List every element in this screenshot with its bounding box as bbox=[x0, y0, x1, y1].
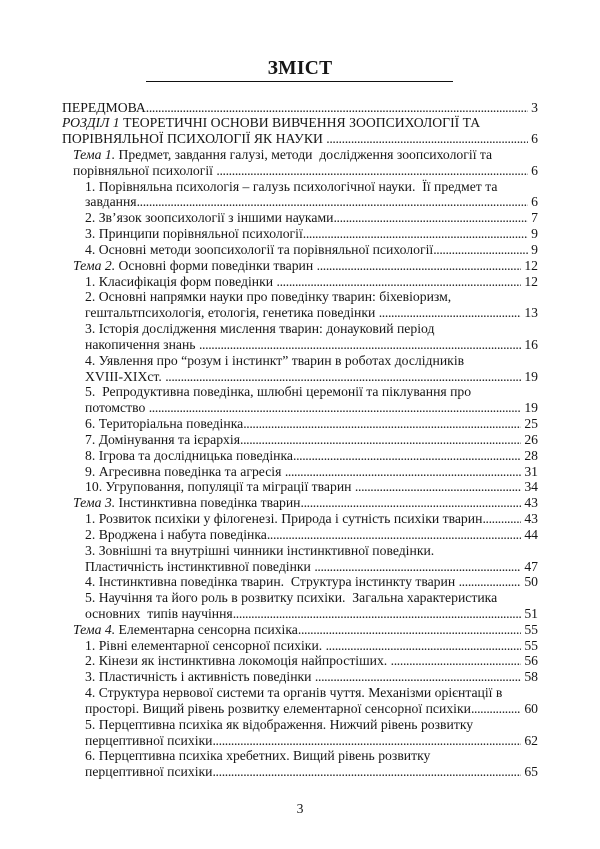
entry-text: 4. Уявлення про “розум і інстинкт” тварин в роботах дослідників bbox=[85, 352, 465, 368]
entry-text: Пластичність інстинктивної поведінки bbox=[85, 558, 315, 574]
toc-entry bbox=[62, 100, 538, 116]
entry-text: 2. Кінези як інстинктивна локомоція найпростіших. bbox=[85, 653, 391, 669]
entry-label bbox=[85, 638, 326, 654]
toc-line bbox=[85, 194, 538, 210]
toc-line bbox=[73, 147, 538, 163]
toc-entry bbox=[62, 685, 538, 717]
page-ref: 43 bbox=[524, 511, 538, 527]
toc-entry-topic bbox=[62, 495, 538, 511]
toc-entry bbox=[62, 448, 538, 464]
toc-line bbox=[85, 384, 538, 400]
dot-leader bbox=[333, 210, 528, 226]
toc-line bbox=[85, 369, 538, 385]
entry-text: 6. Територіальна поведінка bbox=[85, 416, 244, 432]
entry-label bbox=[62, 100, 146, 116]
entry-text: ПОРІВНЯЛЬНОЇ ПСИХОЛОГІЇ ЯК НАУКИ bbox=[62, 131, 327, 147]
page-ref: 62 bbox=[524, 732, 538, 748]
entry-label bbox=[62, 131, 326, 147]
page-ref: 9 bbox=[531, 226, 538, 242]
toc-line bbox=[85, 559, 538, 575]
entry-text: просторі. Вищий рівень розвитку елементарної сенсорної психіки bbox=[85, 700, 471, 716]
toc-line bbox=[85, 527, 538, 543]
dot-leader bbox=[137, 194, 529, 210]
dot-leader bbox=[391, 653, 522, 669]
toc-entry bbox=[62, 511, 538, 527]
entry-label bbox=[85, 210, 333, 226]
entry-text: 2. Зв’язок зоопсихології з іншими науками bbox=[85, 210, 334, 226]
dot-leader bbox=[240, 432, 521, 448]
entry-text: ПЕРЕДМОВА bbox=[62, 99, 146, 115]
entry-text: 4. Структура нервової системи та органів чуття. Механізми орієнтації в bbox=[85, 685, 503, 701]
entry-label bbox=[85, 464, 285, 480]
page-ref: 50 bbox=[524, 574, 538, 590]
toc-line bbox=[85, 733, 538, 749]
entry-label bbox=[85, 337, 199, 353]
entry-text: перцептивної психіки bbox=[85, 732, 213, 748]
entry-prefix: Тема 1. bbox=[73, 146, 116, 162]
page-ref: 12 bbox=[524, 257, 538, 273]
toc-entry bbox=[62, 416, 538, 432]
entry-text: накопичення знань bbox=[85, 336, 199, 352]
dot-leader bbox=[355, 479, 521, 495]
toc-line bbox=[73, 495, 538, 511]
entry-text: гештальтпсихологія, етологія, генетика поведінки bbox=[85, 305, 379, 321]
toc-entry bbox=[62, 432, 538, 448]
toc-line bbox=[85, 653, 538, 669]
entry-prefix: РОЗДІЛ 1 bbox=[62, 115, 120, 131]
entry-text: 5. Перцептивна психіка як відображення. Нижчий рівень розвитку bbox=[85, 716, 474, 732]
entry-text: 5. Репродуктивна поведінка, шлюбні церемонії та піклування про bbox=[85, 384, 472, 400]
entry-text: 1. Класифікація форм поведінки bbox=[85, 273, 277, 289]
dot-leader bbox=[212, 764, 521, 780]
dot-leader bbox=[243, 416, 521, 432]
toc-line bbox=[85, 179, 538, 195]
toc-entry bbox=[62, 353, 538, 385]
dot-leader bbox=[267, 527, 521, 543]
entry-label bbox=[85, 527, 267, 543]
dot-leader bbox=[285, 464, 522, 480]
entry-label bbox=[85, 226, 303, 242]
dot-leader bbox=[298, 622, 521, 638]
toc-line bbox=[85, 416, 538, 432]
entry-label bbox=[85, 305, 379, 321]
toc-line bbox=[85, 511, 538, 527]
toc-entry-topic bbox=[62, 147, 538, 179]
entry-text: 3. Зовнішні та внутрішні чинники інстинктивної поведінки. bbox=[85, 542, 435, 558]
page-ref: 25 bbox=[524, 416, 538, 432]
toc-line bbox=[85, 748, 538, 764]
entry-prefix: Тема 3. bbox=[73, 495, 116, 511]
entry-label bbox=[73, 163, 216, 179]
entry-text: порівняльної психології bbox=[73, 162, 217, 178]
dot-leader bbox=[326, 638, 522, 654]
page-ref: 26 bbox=[524, 431, 538, 447]
toc-line bbox=[85, 210, 538, 226]
toc-line bbox=[85, 448, 538, 464]
toc-line bbox=[62, 131, 538, 147]
page-ref: 16 bbox=[524, 336, 538, 352]
entry-label bbox=[85, 479, 355, 495]
entry-text: Предмет, завдання галузі, методи дослідження зоопсихології та bbox=[118, 146, 493, 162]
page-ref: 58 bbox=[524, 669, 538, 685]
toc-line bbox=[85, 606, 538, 622]
entry-text: 4. Інстинктивна поведінка тварин. Структура інстинкту тварин bbox=[85, 574, 459, 590]
entry-text: Інстинктивна поведінка тварин bbox=[118, 495, 301, 511]
entry-text: 3. Історія дослідження мислення тварин: донауковий період bbox=[85, 321, 435, 337]
toc-entry-section bbox=[62, 115, 538, 147]
toc-entry-topic bbox=[62, 258, 538, 274]
toc-entry bbox=[62, 274, 538, 290]
entry-text: 3. Пластичність і активність поведінки bbox=[85, 669, 315, 685]
entry-label bbox=[85, 432, 240, 448]
toc-line bbox=[85, 274, 538, 290]
dot-leader bbox=[459, 574, 522, 590]
toc-line bbox=[85, 701, 538, 717]
page-ref: 6 bbox=[531, 194, 538, 210]
entry-text: перцептивної психіки bbox=[85, 764, 213, 780]
page-ref: 55 bbox=[524, 621, 538, 637]
toc-line bbox=[85, 464, 538, 480]
entry-label bbox=[73, 258, 317, 274]
page-title: ЗМІСТ bbox=[267, 58, 333, 79]
page-ref: 9 bbox=[531, 241, 538, 257]
dot-leader bbox=[199, 337, 521, 353]
dot-leader bbox=[146, 100, 528, 116]
toc-entry bbox=[62, 527, 538, 543]
entry-prefix: Тема 4. bbox=[73, 621, 116, 637]
entry-text: Основні форми поведінки тварин bbox=[118, 257, 317, 273]
table-of-contents bbox=[62, 100, 538, 781]
entry-text: 7. Домінування та ієрархія bbox=[85, 431, 240, 447]
toc-line bbox=[85, 321, 538, 337]
toc-entry bbox=[62, 242, 538, 258]
entry-text: 8. Ігрова та дослідницька поведінка bbox=[85, 447, 294, 463]
toc-line bbox=[85, 669, 538, 685]
entry-text: 3. Принципи порівняльної психології bbox=[85, 226, 303, 242]
page-ref: 19 bbox=[524, 400, 538, 416]
entry-label bbox=[85, 559, 314, 575]
entry-label bbox=[85, 274, 277, 290]
entry-label bbox=[73, 495, 301, 511]
toc-entry bbox=[62, 226, 538, 242]
entry-text: 2. Вроджена і набута поведінка bbox=[85, 526, 267, 542]
dot-leader bbox=[212, 733, 521, 749]
toc-line bbox=[85, 685, 538, 701]
page-ref: 19 bbox=[524, 368, 538, 384]
page-ref: 55 bbox=[524, 637, 538, 653]
toc-entry bbox=[62, 210, 538, 226]
entry-text: 9. Агресивна поведінка та агресія bbox=[85, 463, 285, 479]
toc-entry bbox=[62, 543, 538, 575]
dot-leader bbox=[482, 511, 521, 527]
toc-line bbox=[73, 622, 538, 638]
toc-line bbox=[85, 305, 538, 321]
entry-label bbox=[85, 764, 212, 780]
toc-line bbox=[85, 479, 538, 495]
dot-leader bbox=[277, 274, 522, 290]
entry-label bbox=[85, 574, 459, 590]
toc-line bbox=[85, 289, 538, 305]
toc-entry bbox=[62, 574, 538, 590]
entry-text: 5. Научіння та його роль в розвитку психіки. Загальна характеристика bbox=[85, 590, 498, 606]
dot-leader bbox=[317, 258, 522, 274]
entry-label bbox=[85, 511, 482, 527]
entry-text: 10. Угруповання, популяції та міграції тварин bbox=[85, 479, 355, 495]
entry-label bbox=[85, 416, 243, 432]
toc-entry bbox=[62, 638, 538, 654]
dot-leader bbox=[216, 163, 528, 179]
toc-line bbox=[85, 337, 538, 353]
toc-line bbox=[85, 764, 538, 780]
toc-line bbox=[62, 115, 538, 131]
toc-line bbox=[85, 242, 538, 258]
page-ref: 28 bbox=[524, 447, 538, 463]
toc-line bbox=[85, 432, 538, 448]
entry-text: 2. Основні напрямки науки про поведінку тварин: біхевіоризм, bbox=[85, 289, 452, 305]
toc-entry bbox=[62, 669, 538, 685]
entry-text: ТЕОРЕТИЧНІ ОСНОВИ ВИВЧЕННЯ ЗООПСИХОЛОГІЇ ТА bbox=[123, 115, 481, 131]
entry-text: 6. Перцептивна психіка хребетних. Вищий рівень розвитку bbox=[85, 748, 431, 764]
entry-label bbox=[85, 701, 471, 717]
dot-leader bbox=[326, 131, 528, 147]
page-number: 3 bbox=[296, 801, 304, 817]
toc-line bbox=[85, 353, 538, 369]
entry-label bbox=[85, 242, 433, 258]
page-ref: 34 bbox=[524, 479, 538, 495]
toc-entry-topic bbox=[62, 622, 538, 638]
toc-line bbox=[62, 100, 538, 116]
page-ref: 47 bbox=[524, 558, 538, 574]
entry-text: 1. Розвиток психіки у філогенезі. Природа і сутність психіки тварин bbox=[85, 511, 483, 527]
toc-line bbox=[85, 717, 538, 733]
entry-label bbox=[85, 448, 293, 464]
dot-leader bbox=[314, 559, 521, 575]
toc-entry bbox=[62, 717, 538, 749]
entry-text: потомство bbox=[85, 400, 149, 416]
toc-entry bbox=[62, 384, 538, 416]
dot-leader bbox=[149, 400, 522, 416]
entry-text: 1. Порівняльна психологія – галузь психологічної науки. Її предмет та bbox=[85, 178, 498, 194]
dot-leader bbox=[379, 305, 522, 321]
toc-entry bbox=[62, 479, 538, 495]
toc-entry bbox=[62, 748, 538, 780]
page-ref: 60 bbox=[524, 700, 538, 716]
toc-line bbox=[85, 400, 538, 416]
toc-entry bbox=[62, 464, 538, 480]
entry-label bbox=[85, 653, 391, 669]
entry-prefix: Тема 2. bbox=[73, 257, 116, 273]
toc-entry bbox=[62, 321, 538, 353]
entry-label bbox=[85, 400, 149, 416]
page-ref: 13 bbox=[524, 305, 538, 321]
toc-line bbox=[85, 543, 538, 559]
toc-entry bbox=[62, 653, 538, 669]
page-ref: 56 bbox=[524, 653, 538, 669]
page-ref: 12 bbox=[524, 273, 538, 289]
entry-text: основних типів научіння bbox=[85, 606, 233, 621]
toc-line bbox=[85, 226, 538, 242]
dot-leader bbox=[293, 448, 521, 464]
entry-label bbox=[85, 369, 165, 385]
entry-label bbox=[85, 669, 315, 685]
page-ref: 65 bbox=[524, 764, 538, 780]
page-ref: 7 bbox=[531, 210, 538, 226]
page-ref: 43 bbox=[524, 495, 538, 511]
toc-line bbox=[85, 574, 538, 590]
page-ref: 31 bbox=[524, 463, 538, 479]
page-ref: 6 bbox=[531, 131, 538, 147]
dot-leader bbox=[303, 226, 528, 242]
entry-label bbox=[85, 733, 212, 749]
page-ref: 3 bbox=[531, 99, 538, 115]
entry-text: завдання bbox=[85, 194, 137, 210]
dot-leader bbox=[315, 669, 521, 685]
dot-leader bbox=[433, 242, 528, 258]
page-ref: 51 bbox=[524, 606, 538, 621]
toc-entry bbox=[62, 179, 538, 211]
toc-line bbox=[85, 638, 538, 654]
toc-line bbox=[85, 590, 538, 606]
title-underline bbox=[146, 81, 453, 82]
toc-entry bbox=[62, 289, 538, 321]
entry-label bbox=[85, 606, 233, 622]
entry-text: 4. Основні методи зоопсихології та порівняльної психології bbox=[85, 241, 434, 257]
toc-line bbox=[73, 163, 538, 179]
dot-leader bbox=[471, 701, 521, 717]
dot-leader bbox=[165, 369, 521, 385]
page-ref: 6 bbox=[531, 162, 538, 178]
entry-label bbox=[73, 622, 298, 638]
entry-text: XVIII-XIXст. bbox=[85, 368, 166, 384]
dot-leader bbox=[233, 606, 522, 622]
entry-label bbox=[85, 194, 137, 210]
dot-leader bbox=[301, 495, 522, 511]
page-ref: 44 bbox=[524, 526, 538, 542]
entry-text: 1. Рівні елементарної сенсорної психіки. bbox=[85, 637, 326, 653]
entry-text: Елементарна сенсорна психіка bbox=[118, 621, 298, 637]
toc-entry bbox=[62, 590, 538, 622]
toc-line bbox=[73, 258, 538, 274]
